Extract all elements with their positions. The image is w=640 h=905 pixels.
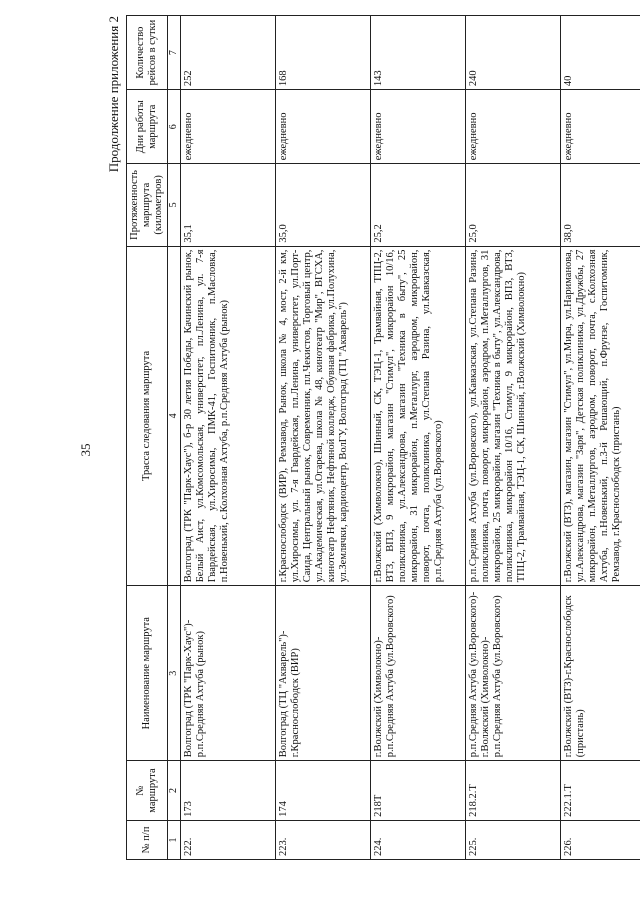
route-trips: 40 <box>561 16 640 90</box>
header-cell: № маршрута <box>127 761 168 821</box>
route-number: 173 <box>181 761 276 821</box>
route-length: 35,0 <box>276 164 371 246</box>
column-number: 5 <box>168 164 181 246</box>
route-name: р.п.Средняя Ахтуба (ул.Воровского)-г.Волжский (Химволокно)-р.п.Средняя Ахтуба (ул.Воровского) <box>466 586 561 761</box>
page-number: 35 <box>78 443 93 457</box>
header-cell: Количество рейсов в сутки <box>127 16 168 90</box>
route-number: 218Т <box>371 761 466 821</box>
column-number: 6 <box>168 90 181 164</box>
table-row <box>276 16 371 860</box>
route-number: 218.2.Т <box>466 761 561 821</box>
route-path: г.Волжский (Химволокно), Шинный, СК, ТЭЦ-1, Трамвайная, ТПЦ-2, ВТЗ, ВПЗ, 9 микрорайон, магазин "Стимул", микрорайон 10/16, поликлиника, ул.Александрова, магазин "Техника в быту", 25 микрорайон, 31 микрорайон, п.Металлург, аэродром, микрорайон, поворот, почта, поликлиника, ул.Степана Разина, ул.Кавказская, р.п.Средняя Ахтуба (ул.Воровского) <box>371 246 466 586</box>
row-number: 223. <box>276 820 371 859</box>
table-row <box>181 16 276 860</box>
route-trips: 252 <box>181 16 276 90</box>
route-name: г.Волжский (Химволокно)-р.п.Средняя Ахтуба (ул.Воровского) <box>371 586 466 761</box>
rotated-sheet <box>70 10 622 890</box>
route-length: 25,2 <box>371 164 466 246</box>
header-cell: Трасса следования маршрута <box>127 246 168 586</box>
route-days: ежедневно <box>466 90 561 164</box>
column-number-row <box>168 16 181 860</box>
route-days: ежедневно <box>181 90 276 164</box>
route-length: 25,0 <box>466 164 561 246</box>
route-number: 222.1.Т <box>561 761 640 821</box>
table-row <box>561 16 640 860</box>
route-trips: 143 <box>371 16 466 90</box>
column-number: 2 <box>168 761 181 821</box>
row-number: 225. <box>466 820 561 859</box>
row-number: 224. <box>371 820 466 859</box>
column-number: 7 <box>168 16 181 90</box>
column-number: 3 <box>168 586 181 761</box>
route-days: ежедневно <box>276 90 371 164</box>
routes-table <box>126 15 640 860</box>
route-trips: 240 <box>466 16 561 90</box>
route-trips: 168 <box>276 16 371 90</box>
table-row <box>371 16 466 860</box>
route-days: ежедневно <box>561 90 640 164</box>
header-cell: № п/п <box>127 820 168 859</box>
route-number: 174 <box>276 761 371 821</box>
route-path: Волгоград (ТРК "Парк-Хаус"), б-р 30 летия Победы, Качинский рынок, Белый Аист, ул.Комсомольская, университет, пл.Ленина, ул. 7-я Гвардейская, ул.Хиросимы, ПМК-41, Госпитомник, п.Масловка, п.Новенький, с.Колхозная Ахтуба, р.п.Средняя Ахтуба (рынок) <box>181 246 276 586</box>
header-cell: Дни работы маршрута <box>127 90 168 164</box>
header-cell: Протяженность маршрута (километров) <box>127 164 168 246</box>
column-number: 4 <box>168 246 181 586</box>
route-path: г.Волжский (ВТЗ), магазин, магазин "Стимул", ул.Мира, ул.Нариманова, ул.Александрова, магазин "Заря", Детская поликлиника, ул.Дружбы, 27 микрорайон, п.Металлургов, аэродром, поворот, почта, с.Колхозная Ахтуба, п.Новенький, п.3-й Решающий, п.Фрунзе, Госпитомник, Ремзавод, г.Краснослободск (пристань) <box>561 246 640 586</box>
route-name: Волгоград (ТРК "Парк-Хаус")-р.п.Средняя Ахтуба (рынок) <box>181 586 276 761</box>
header-cell: Наименование маршрута <box>127 586 168 761</box>
route-path: р.п.Средняя Ахтуба (ул.Воровского), ул.Кавказская, ул.Степана Разина, поликлиника, почта, поворот, микрорайон, аэродром, п.Металлургов, 31 микрорайон, 25 микрорайон, магазин "Техника в быту", ул.Александрова, поликлиника, микрорайон 10/16, Стимул, 9 микрорайон, ВПЗ, ВТЗ, ТПЦ-2, Трамвайная, ТЭЦ-1, СК, Шинный, г.Волжский (Химволокно) <box>466 246 561 586</box>
row-number: 222. <box>181 820 276 859</box>
column-number: 1 <box>168 820 181 859</box>
table-header-row <box>127 16 168 860</box>
appendix-continuation-label: Продолжение приложения 2 <box>106 16 121 173</box>
route-length: 38,0 <box>561 164 640 246</box>
route-days: ежедневно <box>371 90 466 164</box>
row-number: 226. <box>561 820 640 859</box>
route-path: г.Краснослободск (ВИР), Ремзавод, Рынок, школа № 4, мост, 2-й км, ул.Хиросимы, ул. 7-я Гвардейская, пл.Ленина, университет, ул.Порт-Саида, Центральный рынок, Современник, пл.Чекистов, Торговый центр, ул.Академическая, ул.Огарева, школа № 48, кинотеатр "Мир", ВГСХА, кинотеатр Нефтяник, Нефтяной колледж, Обувная фабрика, ул.Полухина, ул.Землячки, кардиоцентр, ВолГУ, Волгоград (ТЦ "Акварель") <box>276 246 371 586</box>
table-row <box>466 16 561 860</box>
route-name: г.Волжский (ВТЗ)-г.Краснослободск (пристань) <box>561 586 640 761</box>
route-length: 35,1 <box>181 164 276 246</box>
route-name: Волгоград (ТЦ "Акварель")-г.Краснослободск (ВИР) <box>276 586 371 761</box>
